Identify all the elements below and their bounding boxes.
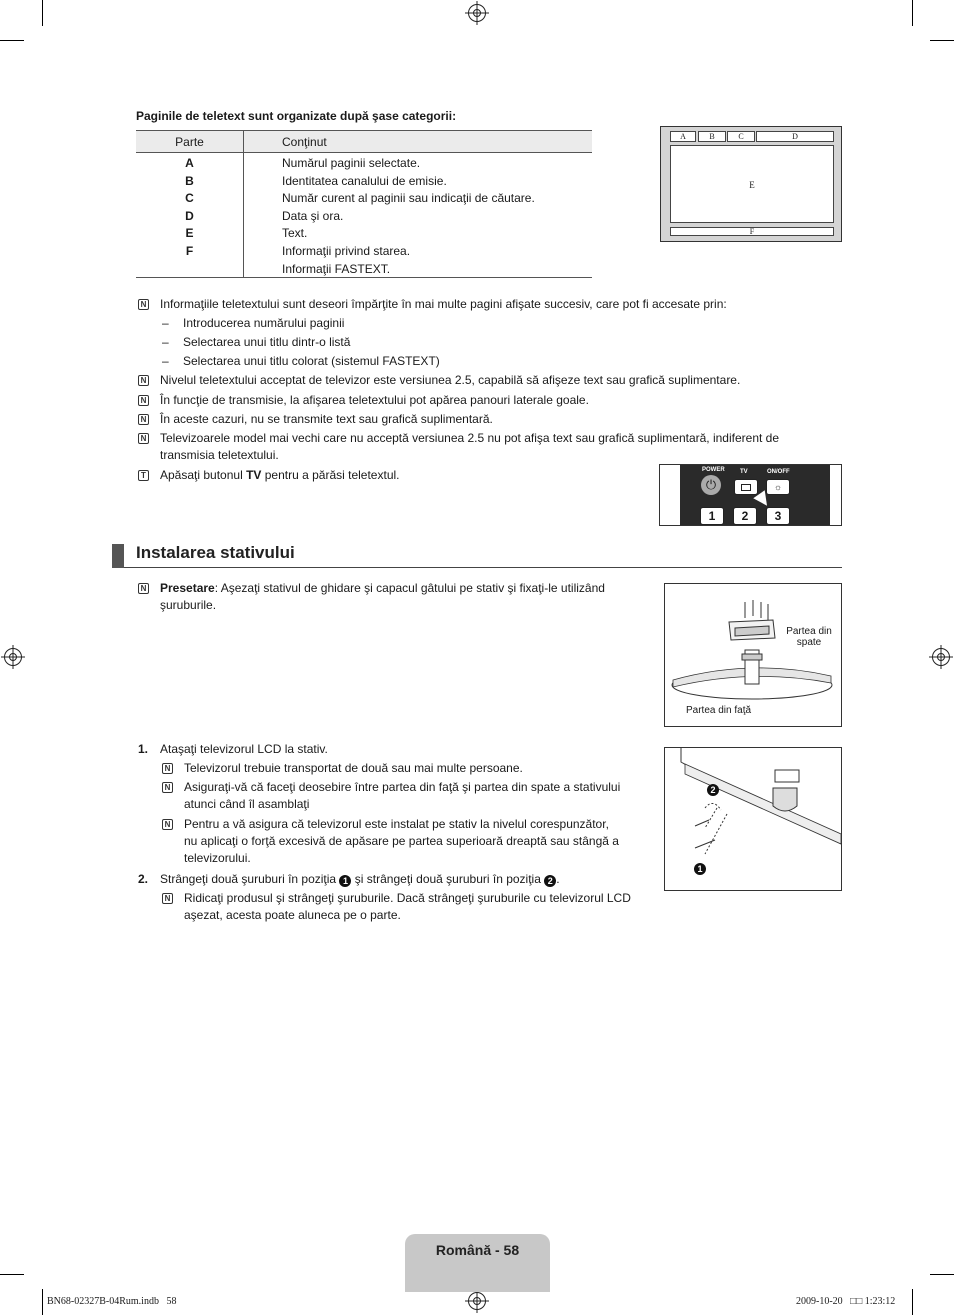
diagram-area-d: D <box>756 131 834 142</box>
tv-mount-drawing <box>665 748 841 890</box>
step-2-note: Ridicaţi produsul şi strângeţi şuruburile. Dacă strângeţi şuruburile cu televizorul LCD <box>184 891 631 905</box>
step-2-note-cont: aşezat, acesta poate aluneca pe o parte. <box>184 908 401 922</box>
section-marker <box>112 544 124 568</box>
power-label: POWER <box>702 467 725 473</box>
crop-mark <box>930 1274 954 1275</box>
step-1-note-3: Pentru a vă asigura că televizorul este instalat pe stativ la nivelul corespunzător, <box>184 817 609 831</box>
table-cell-content: Informaţii FASTEXT. <box>282 261 391 276</box>
step-1-note-1: Televizorul trebuie transportat de două sau mai multe persoane. <box>184 761 523 775</box>
step-1-note-3-cont: nu aplicaţi o forţă excesivă de apăsare pe partea superioară dreaptă sau stângă a <box>184 834 619 848</box>
list-item: Selectarea unui titlu dintr-o listă <box>183 335 351 349</box>
label-front: Partea din faţă <box>686 705 752 716</box>
note-icon <box>162 763 173 774</box>
teletext-layout-diagram <box>660 126 842 242</box>
table-cell-part: E <box>185 226 194 241</box>
table-cell-part: D <box>185 208 194 223</box>
diagram-area-a: A <box>670 131 696 142</box>
preset-text: Presetare: Aşezaţi stativul de ghidare şi capacul gâtului pe stativ şi fixaţi-le utilizând <box>160 581 605 595</box>
tv-label: TV <box>740 469 748 475</box>
note-icon <box>162 893 173 904</box>
table-cell-content: Informaţii privind starea. <box>282 244 411 258</box>
diagram-area-e: E <box>670 145 834 223</box>
dash-bullet: – <box>162 354 169 368</box>
header-part: Parte <box>175 135 204 149</box>
registration-mark-icon <box>932 648 950 666</box>
table-cell-content: Text. <box>282 226 308 241</box>
key-2: 2 <box>733 507 757 525</box>
note-icon <box>138 375 149 386</box>
crop-mark <box>912 1289 913 1315</box>
table-cell-part: C <box>185 191 194 206</box>
note-level: Nivelul teletextului acceptat de televizor este versiunea 2.5, capabilă să afişeze text sau grafică suplimentare. <box>160 373 741 387</box>
table-cell-content: Identitatea canalului de emisie. <box>282 173 447 188</box>
step-1-number: 1. <box>138 742 149 756</box>
tv-mount-illustration <box>664 747 842 891</box>
stand-illustration <box>664 583 842 727</box>
note-old-models-cont: transmisia teletextului. <box>160 448 279 462</box>
label-back: Partea din spate <box>786 626 832 648</box>
table-cell-part: F <box>185 244 194 258</box>
note-icon <box>138 395 149 406</box>
step-1-note-3-cont2: televizorului. <box>184 851 251 865</box>
note-icon <box>138 583 149 594</box>
diagram-area-c: C <box>727 131 755 142</box>
header-content: Conţinut <box>282 135 327 149</box>
parts-table <box>136 130 592 278</box>
note-icon <box>162 782 173 793</box>
registration-mark-icon <box>468 4 486 22</box>
note-pages-split: Informaţiile teletextului sunt deseori împărţite în mai multe pagini afişate succesiv, care pot fi accesate prin: <box>160 297 727 311</box>
table-cell-content: Număr curent al paginii sau indicaţii de căutare. <box>282 191 535 206</box>
table-cell-content: Data şi ora. <box>282 208 344 223</box>
crop-mark <box>912 0 913 26</box>
hand-note-icon <box>138 470 149 481</box>
page-number: Română - 58 <box>435 1242 520 1258</box>
note-icon <box>138 433 149 444</box>
preset-text-cont: şuruburile. <box>160 598 217 612</box>
section-title: Instalarea stativului <box>136 543 295 562</box>
footer-datetime: 2009-10-20 □□ 1:23:12 <box>796 1296 896 1307</box>
note-side-panels: În funcţie de transmisie, la afişarea teletextului pot apărea panouri laterale goale. <box>160 393 589 407</box>
diagram-area-f: F <box>670 227 834 236</box>
note-old-models: Televizoarele model mai vechi care nu acceptă versiunea 2.5 nu pot afişa text sau grafică suplimentară, indiferent de <box>160 431 780 445</box>
list-item: Introducerea numărului paginii <box>183 316 345 330</box>
key-3: 3 <box>766 507 790 525</box>
tv-button <box>734 479 758 495</box>
intro-heading: Paginile de teletext sunt organizate după şase categorii: <box>136 109 457 123</box>
registration-mark-icon <box>4 648 22 666</box>
step-1-note-2-cont: atunci când îl asamblaţi <box>184 797 310 811</box>
key-1: 1 <box>700 507 724 525</box>
position-1-marker: 1 <box>694 863 706 875</box>
crop-mark <box>42 0 43 26</box>
crop-mark <box>42 1289 43 1315</box>
onoff-label: ON/OFF <box>767 469 790 475</box>
table-cell-content: Numărul paginii selectate. <box>282 156 421 170</box>
light-icon: ☼ <box>766 479 790 495</box>
step-2-number: 2. <box>138 872 149 886</box>
section-rule <box>124 567 842 568</box>
crop-mark <box>0 1274 24 1275</box>
diagram-area-b: B <box>698 131 726 142</box>
table-body <box>136 153 592 278</box>
note-exit-teletext: Apăsaţi butonul TV pentru a părăsi teletextul. <box>160 468 400 482</box>
step-2-text: Strângeţi două şuruburi în poziţia 1 şi strângeţi două şuruburi în poziţia 2 . <box>160 872 560 886</box>
table-cell-part: A <box>185 156 194 170</box>
power-icon: ⏻ <box>701 475 721 495</box>
dash-bullet: – <box>162 335 169 349</box>
position-2-marker: 2 <box>707 784 719 796</box>
crop-mark <box>930 40 954 41</box>
position-1-badge: 1 <box>339 875 351 887</box>
note-icon <box>138 299 149 310</box>
position-2-badge: 2 <box>544 875 556 887</box>
remote-illustration <box>659 464 842 526</box>
note-no-extra: În aceste cazuri, nu se transmite text sau grafică suplimentară. <box>160 412 493 426</box>
list-item: Selectarea unui titlu colorat (sistemul FASTEXT) <box>183 354 440 368</box>
table-header <box>136 130 592 153</box>
step-1-note-2: Asiguraţi-vă că faceţi deosebire între partea din faţă şi partea din spate a stativului <box>184 780 621 794</box>
registration-mark-icon <box>468 1292 486 1310</box>
note-icon <box>162 819 173 830</box>
dash-bullet: – <box>162 316 169 330</box>
note-icon <box>138 414 149 425</box>
table-cell-part: B <box>185 173 194 188</box>
crop-mark <box>0 40 24 41</box>
footer-file: BN68-02327B-04Rum.indb 58 <box>47 1296 177 1307</box>
step-1-text: Ataşaţi televizorul LCD la stativ. <box>160 742 328 756</box>
